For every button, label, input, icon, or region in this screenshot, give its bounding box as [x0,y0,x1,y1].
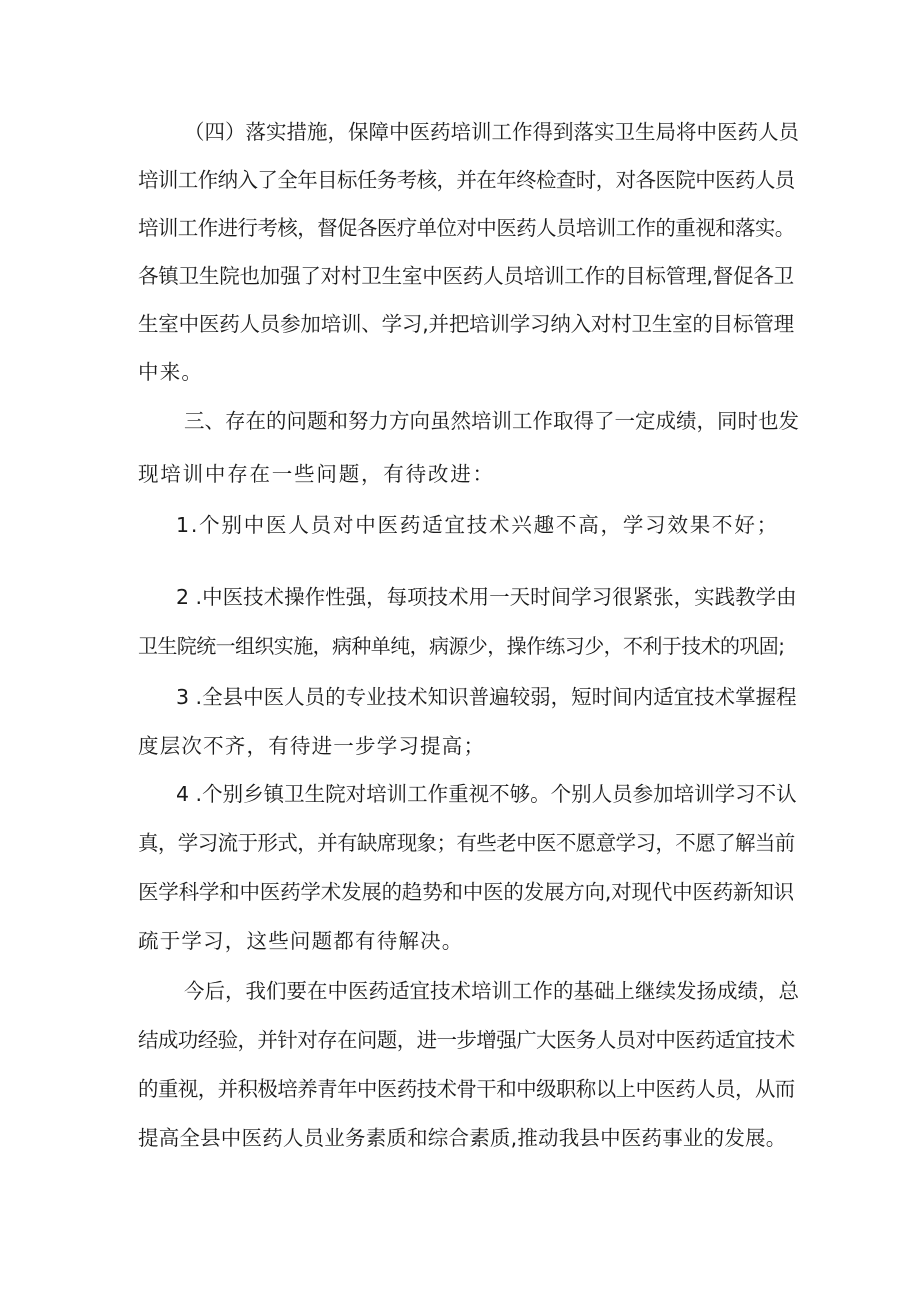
paragraph-line: 今后，我们要在中医药适宜技术培训工作的基础上继续发扬成绩，总 [184,979,799,1003]
list-item-line: 卫生院统一组织实施，病种单纯，病源少，操作练习少，不利于技术的巩固; [138,634,785,658]
list-item-line: 度层次不齐，有待进一步学习提高； [138,734,486,758]
paragraph-line: 结成功经验，并针对存在问题，进一步增强广大医务人员对中医药适宜技术 [138,1028,795,1052]
paragraph-line: 中来。 [138,360,204,384]
paragraph-line: 提高全县中医药人员业务素质和综合素质,推动我县中医药事业的发展。 [138,1126,787,1150]
paragraph-line: 现培训中存在一些问题，有待改进： [138,462,495,486]
list-item-line: 疏于学习，这些问题都有待解决。 [138,929,464,953]
paragraph-line: 各镇卫生院也加强了对村卫生室中医药人员培训工作的目标管理,督促各卫 [138,264,794,288]
paragraph-line: （四）落实措施，保障中医药培训工作得到落实卫生局将中医药人员 [184,120,799,144]
paragraph-line: 培训工作纳入了全年目标任务考核，并在年终检查时，对各医院中医药人员 [138,168,795,192]
list-item-line: 2 .中医技术操作性强，每项技术用一天时间学习很紧张，实践教学由 [176,585,797,609]
paragraph-line: 培训工作进行考核，督促各医疗单位对中医药人员培训工作的重视和落实。 [138,216,795,240]
paragraph-line: 生室中医药人员参加培训、学习,并把培训学习纳入对村卫生室的目标管理 [138,312,794,336]
list-item-line: 4 .个别乡镇卫生院对培训工作重视不够。个别人员参加培训学习不认 [176,782,797,806]
paragraph-line: 的重视，并积极培养青年中医药技术骨干和中级职称以上中医药人员，从而 [138,1077,795,1101]
list-item-line: 1.个别中医人员对中医药适宜技术兴趣不高，学习效果不好； [176,513,779,537]
list-item-line: 真，学习流于形式，并有缺席现象；有些老中医不愿意学习，不愿了解当前 [138,831,795,855]
paragraph-line: 三、存在的问题和努力方向虽然培训工作取得了一定成绩，同时也发 [184,409,799,433]
list-item-line: 医学科学和中医药学术发展的趋势和中医的发展方向,对现代中医药新知识 [138,880,794,904]
list-item-line: 3 .全县中医人员的专业技术知识普遍较弱，短时间内适宜技术掌握程 [176,685,797,709]
